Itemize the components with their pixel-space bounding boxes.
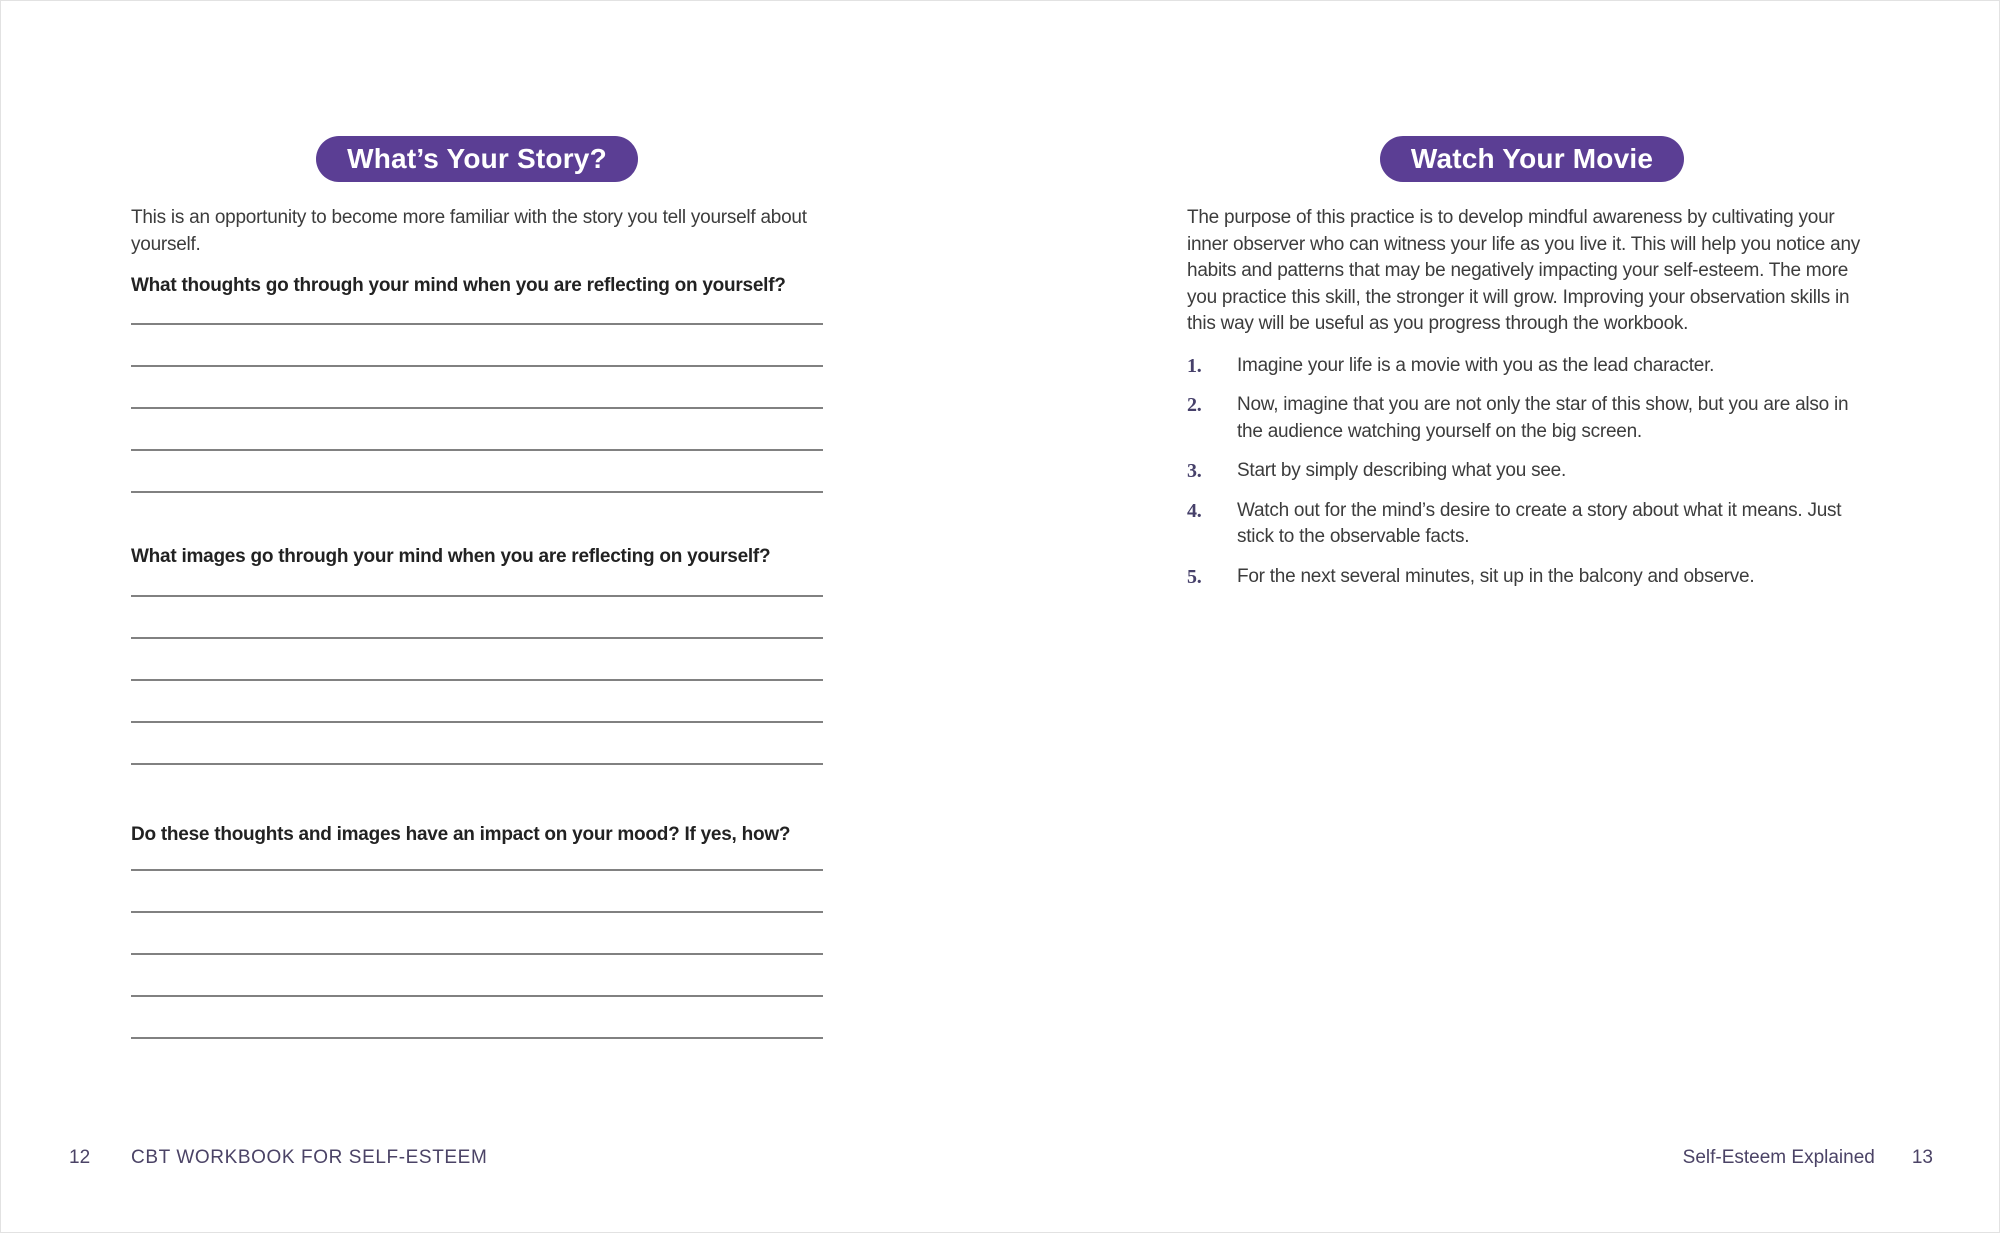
left-intro-text: This is an opportunity to become more familiar with the story you tell yourself about yourself.: [131, 207, 807, 255]
question-block-3: [131, 822, 823, 1039]
question-3-label: Do these thoughts and images have an impact on your mood? If yes, how?: [131, 824, 791, 845]
writing-line: [131, 451, 823, 493]
book-title-footer: CBT WORKBOOK FOR SELF-ESTEEM: [131, 1147, 488, 1168]
writing-line: [131, 639, 823, 681]
right-page: [1000, 0, 2000, 1233]
right-page-title-badge: Watch Your Movie: [1380, 136, 1684, 182]
question-3-writing-lines: [131, 829, 823, 1039]
writing-line: [131, 955, 823, 997]
writing-line: [131, 723, 823, 765]
question-1-writing-lines: [131, 283, 823, 493]
writing-line: [131, 997, 823, 1039]
writing-line: [131, 367, 823, 409]
step-item: [1187, 564, 1877, 591]
step-text: Watch out for the mind’s desire to create a story about what it means. Just stick to the observable facts.: [1237, 499, 1842, 547]
writing-line: [131, 597, 823, 639]
writing-line: [131, 325, 823, 367]
chapter-title-footer: Self-Esteem Explained: [1682, 1147, 1875, 1168]
step-item: [1187, 458, 1877, 485]
right-footer: [1683, 1147, 1933, 1169]
step-text: For the next several minutes, sit up in the balcony and observe.: [1237, 565, 1755, 587]
step-item: [1187, 353, 1877, 380]
writing-line: [131, 681, 823, 723]
right-page-number: 13: [1911, 1147, 1933, 1168]
question-block-2: [131, 544, 823, 766]
right-title-row: [1187, 136, 1877, 182]
left-page-title-badge: What’s Your Story?: [316, 136, 638, 182]
step-item: [1187, 498, 1877, 551]
question-block-1: [131, 273, 823, 493]
step-number: 1.: [1187, 354, 1202, 377]
step-number: 5.: [1187, 565, 1202, 588]
step-number: 2.: [1187, 394, 1202, 416]
writing-line: [131, 409, 823, 451]
writing-line: [131, 913, 823, 955]
question-2-writing-lines: [131, 555, 823, 765]
question-1-label: What thoughts go through your mind when you are reflecting on yourself?: [131, 275, 786, 296]
step-number: 4.: [1187, 499, 1202, 522]
left-title-row: [131, 136, 823, 182]
question-2-label: What images go through your mind when you are reflecting on yourself?: [131, 545, 771, 567]
step-text: Start by simply describing what you see.: [1237, 460, 1566, 481]
step-item: [1187, 392, 1877, 445]
step-number: 3.: [1187, 460, 1202, 482]
steps-list: [1187, 353, 1877, 591]
writing-line: [131, 871, 823, 913]
step-text: Imagine your life is a movie with you as the lead character.: [1237, 354, 1715, 376]
right-intro-text: The purpose of this practice is to develop mindful awareness by cultivating your inner observer who can witness your life as you live it. This will help you notice any habits and patterns that may be negatively impacting your self-esteem. The more you practice this skill, the stronger it will grow. Improving your observation skills in this way will be useful as you progress through the workbook.: [1187, 207, 1861, 334]
left-page-number: 12: [69, 1147, 91, 1168]
step-text: Now, imagine that you are not only the star of this show, but you are also in the audience watching yourself on the big screen.: [1237, 394, 1849, 442]
